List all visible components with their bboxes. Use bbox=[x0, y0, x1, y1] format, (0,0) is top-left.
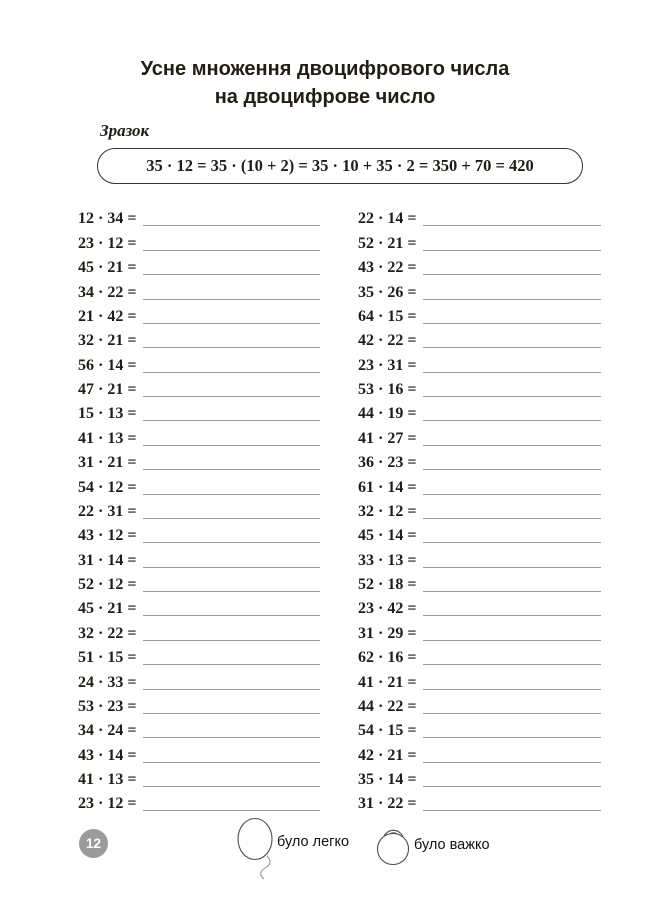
answer-blank-line bbox=[143, 689, 320, 690]
problem-label: 31 · 14 = bbox=[78, 551, 137, 569]
answer-blank-line bbox=[423, 347, 601, 348]
problem-row bbox=[78, 498, 320, 522]
answer-blank-line bbox=[423, 786, 601, 787]
answer-blank-line bbox=[143, 567, 320, 568]
problem-row bbox=[358, 473, 601, 497]
problem-label: 32 · 21 = bbox=[78, 332, 137, 350]
problem-label: 42 · 22 = bbox=[358, 332, 417, 350]
problem-row bbox=[78, 473, 320, 497]
easy-label: було легко bbox=[277, 834, 350, 850]
problem-row bbox=[78, 327, 320, 351]
problem-label: 23 · 12 = bbox=[78, 234, 137, 252]
answer-blank-line bbox=[143, 372, 320, 373]
answer-blank-line bbox=[423, 323, 601, 324]
problem-label: 42 · 21 = bbox=[358, 746, 417, 764]
problem-label: 54 · 12 = bbox=[78, 478, 137, 496]
problems-column-right bbox=[358, 205, 601, 814]
problem-row bbox=[358, 449, 601, 473]
problem-label: 44 · 19 = bbox=[358, 405, 417, 423]
problem-label: 52 · 12 = bbox=[78, 576, 137, 593]
problem-label: 31 · 22 = bbox=[358, 795, 417, 813]
answer-blank-line bbox=[143, 420, 320, 421]
answer-blank-line bbox=[143, 323, 320, 324]
problem-label: 53 · 16 = bbox=[358, 381, 417, 398]
problem-row bbox=[358, 205, 601, 229]
problem-label: 41 · 27 = bbox=[358, 429, 417, 447]
problem-label: 54 · 15 = bbox=[358, 722, 417, 740]
problem-label: 34 · 22 = bbox=[78, 283, 137, 301]
problem-label: 45 · 21 = bbox=[78, 259, 137, 277]
answer-blank-line bbox=[423, 274, 601, 275]
problem-row bbox=[78, 229, 320, 253]
problem-label: 56 · 14 = bbox=[78, 356, 137, 374]
answer-blank-line bbox=[143, 713, 320, 714]
answer-blank-line bbox=[143, 737, 320, 738]
answer-blank-line bbox=[423, 713, 601, 714]
problem-label: 41 · 13 = bbox=[78, 771, 137, 788]
problem-label: 52 · 18 = bbox=[358, 576, 417, 593]
problem-row bbox=[78, 351, 320, 375]
answer-blank-line bbox=[143, 786, 320, 787]
answer-blank-line bbox=[423, 420, 601, 421]
problem-label: 47 · 21 = bbox=[78, 381, 137, 398]
answer-blank-line bbox=[423, 762, 601, 763]
answer-blank-line bbox=[423, 372, 601, 373]
problem-row bbox=[78, 205, 320, 229]
sample-expression: 35 · 12 = 35 · (10 + 2) = 35 · 10 + 35 · 2 = 350 + 70 = 420 bbox=[146, 156, 534, 175]
problem-row bbox=[78, 424, 320, 448]
answer-blank-line bbox=[143, 299, 320, 300]
problem-label: 33 · 13 = bbox=[358, 551, 417, 569]
problem-row bbox=[358, 376, 601, 400]
problem-label: 15 · 13 = bbox=[78, 405, 137, 423]
problem-row bbox=[78, 668, 320, 692]
problem-label: 12 · 34 = bbox=[78, 210, 137, 228]
answer-blank-line bbox=[143, 445, 320, 446]
page-title bbox=[0, 55, 650, 111]
answer-blank-line bbox=[143, 664, 320, 665]
answer-blank-line bbox=[143, 591, 320, 592]
answer-blank-line bbox=[423, 810, 601, 811]
problem-label: 36 · 23 = bbox=[358, 454, 417, 472]
answer-blank-line bbox=[143, 347, 320, 348]
answer-blank-line bbox=[423, 567, 601, 568]
problem-row bbox=[78, 400, 320, 424]
problem-row bbox=[78, 449, 320, 473]
problem-label: 43 · 14 = bbox=[78, 746, 137, 764]
answer-blank-line bbox=[423, 469, 601, 470]
problem-row bbox=[358, 766, 601, 790]
answer-blank-line bbox=[143, 762, 320, 763]
answer-blank-line bbox=[423, 445, 601, 446]
problem-row bbox=[78, 766, 320, 790]
problem-label: 23 · 42 = bbox=[358, 600, 417, 618]
answer-blank-line bbox=[423, 250, 601, 251]
answer-blank-line bbox=[143, 225, 320, 226]
problem-row bbox=[358, 668, 601, 692]
problem-label: 31 · 21 = bbox=[78, 454, 137, 472]
problem-row bbox=[78, 571, 320, 595]
answer-blank-line bbox=[423, 689, 601, 690]
problem-row bbox=[78, 278, 320, 302]
problem-label: 45 · 21 = bbox=[78, 600, 137, 618]
problem-row bbox=[78, 303, 320, 327]
problem-label: 34 · 24 = bbox=[78, 722, 137, 740]
problem-row bbox=[358, 693, 601, 717]
problem-label: 51 · 15 = bbox=[78, 649, 137, 667]
problem-label: 32 · 12 = bbox=[358, 502, 417, 520]
answer-blank-line bbox=[423, 664, 601, 665]
problems-column-left bbox=[78, 205, 320, 814]
answer-blank-line bbox=[143, 250, 320, 251]
problem-row bbox=[358, 571, 601, 595]
problem-row bbox=[78, 693, 320, 717]
problem-label: 61 · 14 = bbox=[358, 478, 417, 496]
problem-label: 24 · 33 = bbox=[78, 673, 137, 691]
problem-label: 23 · 31 = bbox=[358, 356, 417, 374]
answer-blank-line bbox=[423, 615, 601, 616]
problem-label: 43 · 12 = bbox=[78, 527, 137, 545]
problem-row bbox=[358, 546, 601, 570]
problem-row bbox=[78, 790, 320, 814]
answer-blank-line bbox=[143, 494, 320, 495]
answer-blank-line bbox=[423, 737, 601, 738]
kettlebell-icon bbox=[374, 818, 414, 873]
problem-label: 44 · 22 = bbox=[358, 697, 417, 715]
answer-blank-line bbox=[423, 518, 601, 519]
problem-label: 35 · 26 = bbox=[358, 283, 417, 301]
balloon-icon bbox=[236, 817, 278, 886]
problem-row bbox=[358, 619, 601, 643]
problem-label: 41 · 21 = bbox=[358, 673, 417, 691]
answer-blank-line bbox=[143, 396, 320, 397]
problem-label: 22 · 31 = bbox=[78, 502, 137, 520]
problem-label: 64 · 15 = bbox=[358, 307, 417, 325]
hard-label: було важко bbox=[414, 837, 490, 853]
sample-label: Зразок bbox=[100, 121, 150, 140]
answer-blank-line bbox=[143, 640, 320, 641]
answer-blank-line bbox=[143, 810, 320, 811]
problem-row bbox=[78, 376, 320, 400]
problem-row bbox=[358, 278, 601, 302]
problem-row bbox=[358, 644, 601, 668]
page-number-badge: 12 bbox=[79, 829, 108, 858]
problem-row bbox=[78, 522, 320, 546]
answer-blank-line bbox=[143, 542, 320, 543]
problem-row bbox=[358, 717, 601, 741]
answer-blank-line bbox=[143, 469, 320, 470]
problem-label: 45 · 14 = bbox=[358, 527, 417, 545]
answer-blank-line bbox=[423, 640, 601, 641]
problem-row bbox=[358, 522, 601, 546]
answer-blank-line bbox=[423, 494, 601, 495]
answer-blank-line bbox=[143, 518, 320, 519]
problem-row bbox=[358, 327, 601, 351]
answer-blank-line bbox=[423, 299, 601, 300]
problem-row bbox=[78, 619, 320, 643]
answer-blank-line bbox=[423, 225, 601, 226]
problem-row bbox=[78, 741, 320, 765]
problem-label: 62 · 16 = bbox=[358, 649, 417, 667]
problem-row bbox=[78, 595, 320, 619]
problem-row bbox=[358, 303, 601, 327]
problem-row bbox=[358, 229, 601, 253]
problem-label: 23 · 12 = bbox=[78, 795, 137, 813]
problem-row bbox=[78, 717, 320, 741]
problem-row bbox=[78, 254, 320, 278]
problem-label: 21 · 42 = bbox=[78, 307, 137, 325]
answer-blank-line bbox=[423, 396, 601, 397]
answer-blank-line bbox=[423, 542, 601, 543]
problem-label: 53 · 23 = bbox=[78, 697, 137, 715]
problem-row bbox=[78, 546, 320, 570]
problem-row bbox=[358, 254, 601, 278]
problem-row bbox=[358, 424, 601, 448]
problem-row bbox=[358, 498, 601, 522]
problem-label: 41 · 13 = bbox=[78, 429, 137, 447]
problem-label: 22 · 14 = bbox=[358, 210, 417, 228]
problem-label: 31 · 29 = bbox=[358, 624, 417, 642]
page-title-line1: Усне множення двоцифрового числа bbox=[140, 58, 510, 80]
problem-label: 35 · 14 = bbox=[358, 771, 417, 788]
problem-row bbox=[78, 644, 320, 668]
answer-blank-line bbox=[143, 615, 320, 616]
problem-row bbox=[358, 741, 601, 765]
problem-row bbox=[358, 400, 601, 424]
problem-row bbox=[358, 351, 601, 375]
problem-row bbox=[358, 790, 601, 814]
problem-label: 52 · 21 = bbox=[358, 234, 417, 252]
answer-blank-line bbox=[423, 591, 601, 592]
problem-row bbox=[358, 595, 601, 619]
problem-label: 32 · 22 = bbox=[78, 624, 137, 642]
sample-box bbox=[97, 148, 583, 184]
answer-blank-line bbox=[143, 274, 320, 275]
problem-label: 43 · 22 = bbox=[358, 259, 417, 277]
page-title-line2: на двоцифрове число bbox=[214, 86, 436, 108]
